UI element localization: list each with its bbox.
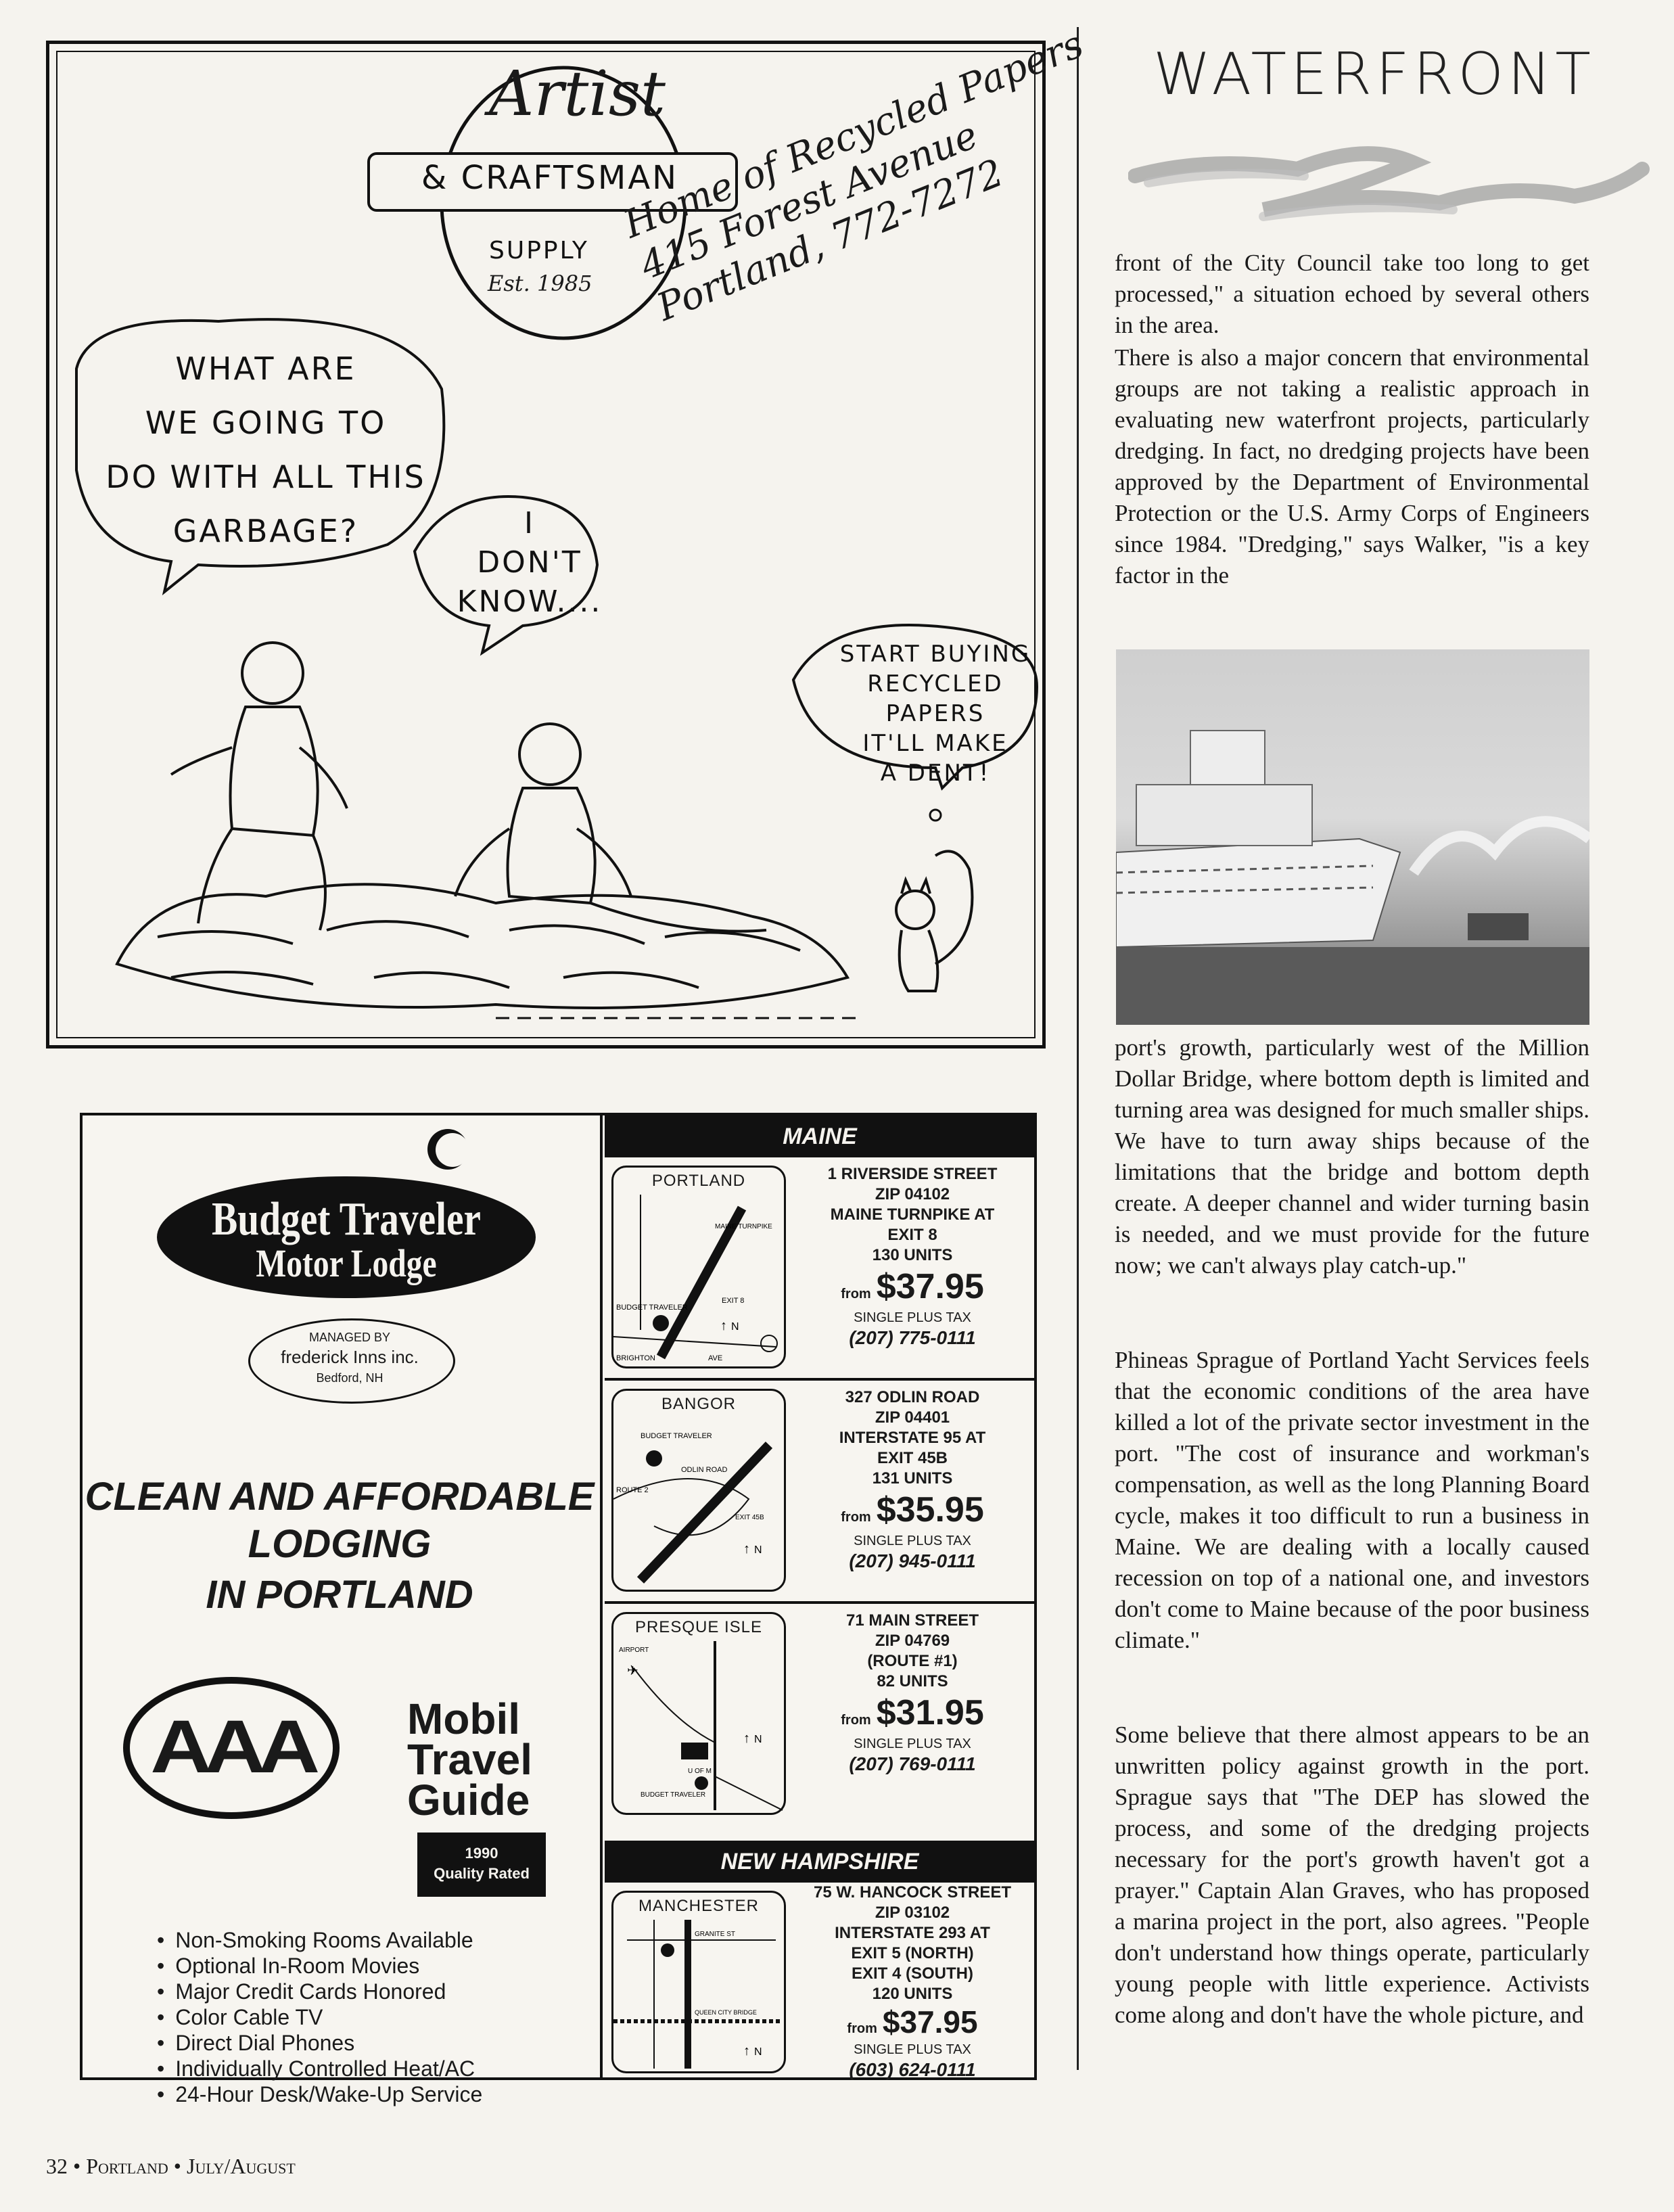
north-label: N [754, 2046, 762, 2058]
manager-location: Bedford, NH [316, 1371, 383, 1385]
map-bangor-drawing [613, 1418, 784, 1590]
amenity-item: • Non-Smoking Rooms Available [157, 1927, 597, 1953]
location-presque-isle [605, 1604, 1035, 1841]
info-line: ZIP 03102 [875, 1904, 950, 1922]
article-paragraph: port's growth, particularly west of the Million Dollar Bridge, where bottom depth is limited and turning area was designed for much smaller ships. We have to turn away ships because of the limitations that the bridge and bottom depth create. A deeper channel and wider turning basin is needed, and we must provide for the future now; we can't always play catch-up." [1115, 1034, 1589, 1278]
map-label: BRIGHTON [616, 1354, 655, 1362]
footer-separator: • [173, 2154, 181, 2178]
north-label: N [731, 1321, 739, 1333]
from-label: from [847, 2021, 877, 2036]
tax-note: SINGLE PLUS TAX [854, 1310, 971, 1325]
info-line: 1 RIVERSIDE STREET [827, 1165, 998, 1183]
bubble-1-line-2: WE GOING TO [145, 405, 387, 441]
article-paragraph: Some believe that there almost appears to be an unwritten policy against growth in the port. Sprague says that "The DEP has slowed the process, and some of the dredging projects necessary for the port's growth haven't got a prayer." Captain Alan Graves, who has proposed a marina project in the port, also agrees. "People don't understand how things operate, particularly young people with little experience. Activists come along and don't have the whole picture, and [1115, 1722, 1589, 2028]
bubble-3-line-3: IT'LL MAKE [862, 730, 1008, 757]
info-line: ZIP 04769 [875, 1632, 950, 1650]
info-line: INTERSTATE 95 AT [839, 1429, 986, 1447]
bubble-1-line-1: WHAT ARE [175, 350, 356, 387]
ad-divider [600, 1115, 603, 2077]
price: $35.95 [876, 1490, 984, 1529]
map-title: MANCHESTER [638, 1897, 759, 1915]
brand-subname: Motor Lodge [256, 1241, 437, 1285]
from-label: from [841, 1286, 871, 1301]
phone-number: (603) 624-0111 [849, 2059, 976, 2080]
airplane-icon: ✈ [627, 1663, 638, 1678]
price: $37.95 [876, 1267, 984, 1306]
location-info [794, 1387, 1031, 1571]
cruise-ship-photo [1116, 649, 1589, 1025]
north-arrow-icon: ↑ [743, 1542, 750, 1557]
map-presque-isle-drawing [613, 1641, 784, 1814]
map-portland [611, 1166, 786, 1368]
map-label: EXIT 8 [722, 1297, 745, 1305]
map-manchester [611, 1891, 786, 2073]
map-bangor [611, 1389, 786, 1592]
section-title-scribble [1128, 129, 1656, 244]
map-label: ODLIN ROAD [681, 1466, 728, 1474]
info-line: 120 UNITS [872, 1985, 953, 2003]
map-label: AIRPORT [619, 1646, 649, 1654]
bubble-1-line-3: DO WITH ALL THIS [106, 459, 426, 495]
map-label: ROUTE 2 [616, 1486, 649, 1494]
info-line: 130 UNITS [872, 1246, 953, 1264]
mobil-logo-line-1: Mobil [407, 1695, 521, 1743]
map-title: BANGOR [661, 1395, 736, 1413]
speech-bubble-1 [76, 342, 455, 558]
headline-line-1: CLEAN AND AFFORDABLE [85, 1475, 595, 1519]
info-line: MAINE TURNPIKE AT [830, 1205, 995, 1224]
mobil-logo-line-2: Travel [407, 1735, 533, 1784]
page-number: 32 [46, 2154, 68, 2178]
map-presque-isle [611, 1612, 786, 1815]
amenity-item: • Direct Dial Phones [157, 2030, 597, 2056]
managed-by-label: MANAGED BY [308, 1331, 391, 1344]
bubble-2-line-3: KNOW.... [457, 584, 603, 619]
mobil-rating-badge [417, 1833, 546, 1897]
north-label: N [754, 1734, 762, 1745]
section-title: WATERFRONT [1153, 41, 1595, 108]
info-line: 131 UNITS [872, 1469, 953, 1488]
artist-craftsman-ad [46, 22, 1090, 1049]
map-title: PRESQUE ISLE [634, 1618, 763, 1636]
region-header-maine: MAINE [605, 1115, 1035, 1157]
page-footer [46, 2154, 296, 2179]
amenity-item: • Individually Controlled Heat/AC [157, 2056, 597, 2081]
map-label: BUDGET TRAVELER [641, 1432, 712, 1440]
mobil-badge-year: 1990 [465, 1845, 498, 1862]
info-line: 82 UNITS [877, 1672, 948, 1690]
logo-supply: SUPPLY [489, 237, 589, 264]
map-label: BUDGET TRAVELER [641, 1791, 706, 1799]
map-label: MAINE TURNPIKE [715, 1223, 772, 1230]
amenity-item: • Major Credit Cards Honored [157, 1979, 597, 2004]
article-paragraph: There is also a major concern that environmental groups are not taking a realistic approach in evaluating new waterfront projects, particularly dredging. In fact, no dredging projects have been approved by the Department of Environmental Protection or the U.S. Army Corps of Engineers since 1984. "Dredging," says Walker, "is a key factor in the [1115, 344, 1589, 589]
headline-line-2: LODGING [248, 1522, 432, 1566]
tax-note: SINGLE PLUS TAX [854, 1534, 971, 1548]
issue-date: July/August [186, 2154, 296, 2178]
info-line: EXIT 8 [887, 1226, 937, 1244]
amenity-item: • 24-Hour Desk/Wake-Up Service [157, 2081, 597, 2107]
article-paragraph: front of the City Council take too long to get processed," a situation echoed by several others in the area. [1115, 250, 1589, 338]
mobil-logo-line-3: Guide [407, 1776, 530, 1824]
map-label: AVE [708, 1354, 723, 1362]
phone-number: (207) 769-0111 [849, 1753, 976, 1774]
info-line: EXIT 45B [877, 1449, 948, 1467]
moon-icon-crescent [436, 1133, 469, 1167]
aaa-logo-text: AAA [150, 1705, 312, 1789]
tax-note: SINGLE PLUS TAX [854, 2042, 971, 2057]
info-line: INTERSTATE 293 AT [835, 1924, 990, 1942]
north-label: N [754, 1544, 762, 1556]
brand-name: Budget Traveler [211, 1193, 482, 1245]
info-line: 327 ODLIN ROAD [845, 1388, 980, 1406]
map-label: GRANITE ST [695, 1931, 736, 1938]
bubble-3-line-1: START BUYING [839, 641, 1031, 668]
budget-traveler-ad [80, 1113, 1037, 2106]
map-portland-drawing [613, 1195, 784, 1367]
price: $37.95 [882, 2004, 978, 2040]
from-label: from [841, 1509, 871, 1525]
bubble-2-line-1: I [524, 506, 535, 540]
info-line: EXIT 5 (NORTH) [851, 1944, 974, 1962]
logo-craftsman: & CRAFTSMAN [421, 159, 679, 197]
bubble-1-line-4: GARBAGE? [172, 513, 359, 549]
footer-separator: • [73, 2154, 81, 2178]
speech-bubble-2 [435, 504, 624, 622]
location-info [794, 1164, 1031, 1348]
cruise-ship-illustration [1116, 649, 1589, 1025]
phone-number: (207) 945-0111 [849, 1550, 976, 1571]
column-rule [1077, 27, 1079, 2070]
map-label: BUDGET TRAVELER [616, 1304, 688, 1312]
info-line: 75 W. HANCOCK STREET [813, 1883, 1012, 1902]
amenities-list [83, 1927, 597, 2107]
map-label: U OF M [688, 1768, 712, 1775]
location-bangor [605, 1381, 1035, 1604]
info-line: EXIT 4 (SOUTH) [851, 1964, 973, 1983]
logo-artist-script: Artist [489, 57, 666, 130]
from-label: from [841, 1712, 871, 1728]
logo-established: Est. 1985 [488, 271, 592, 296]
cartoon-illustration [90, 612, 1037, 1032]
location-info [794, 1883, 1031, 2080]
location-portland [605, 1157, 1035, 1381]
tax-note: SINGLE PLUS TAX [854, 1736, 971, 1751]
amenity-item: • Color Cable TV [157, 2004, 597, 2030]
map-title: PORTLAND [651, 1172, 746, 1190]
map-label: QUEEN CITY BRIDGE [695, 2009, 757, 2016]
bubble-3-line-4: A DENT! [880, 760, 991, 787]
info-line: 71 MAIN STREET [845, 1611, 979, 1630]
bubble-3-line-2: RECYCLED PAPERS [867, 670, 1004, 727]
headline-line-3: IN PORTLAND [206, 1573, 473, 1617]
location-manchester [605, 1883, 1035, 2079]
info-line: (ROUTE #1) [867, 1652, 958, 1670]
manager-name: frederick Inns inc. [281, 1347, 419, 1367]
map-manchester-drawing [613, 1920, 784, 2072]
region-header-new-hampshire: NEW HAMPSHIRE [605, 1841, 1035, 1883]
map-label: EXIT 45B [735, 1514, 764, 1521]
north-arrow-icon: ↑ [743, 2044, 750, 2058]
amenity-item: • Optional In-Room Movies [157, 1953, 597, 1979]
north-arrow-icon: ↑ [720, 1318, 727, 1333]
info-line: ZIP 04102 [875, 1185, 950, 1203]
price: $31.95 [876, 1693, 984, 1732]
mobil-badge-rating: Quality Rated [434, 1865, 530, 1882]
store-tagline: Home of Recycled Papers 415 Forest Avenue Portland, 772-7272 [618, 22, 1090, 330]
phone-number: (207) 775-0111 [849, 1327, 976, 1348]
info-line: ZIP 04401 [875, 1408, 950, 1427]
location-info [794, 1611, 1031, 1774]
magazine-name: Portland [86, 2154, 168, 2178]
north-arrow-icon: ↑ [743, 1731, 750, 1746]
article-paragraph: Phineas Sprague of Portland Yacht Services feels that the economic conditions of the area have killed a lot of the private sector investment in the port. "The cost of insurance and workman's compensation, as well as the long Planning Board cycle, makes it too difficult to run a business in Maine. We are dealing with a locally caused recession on top of a national one, and investors don't come to Maine because of the poor business climate." [1115, 1347, 1589, 1653]
bubble-2-line-2: DON'T [477, 545, 582, 580]
